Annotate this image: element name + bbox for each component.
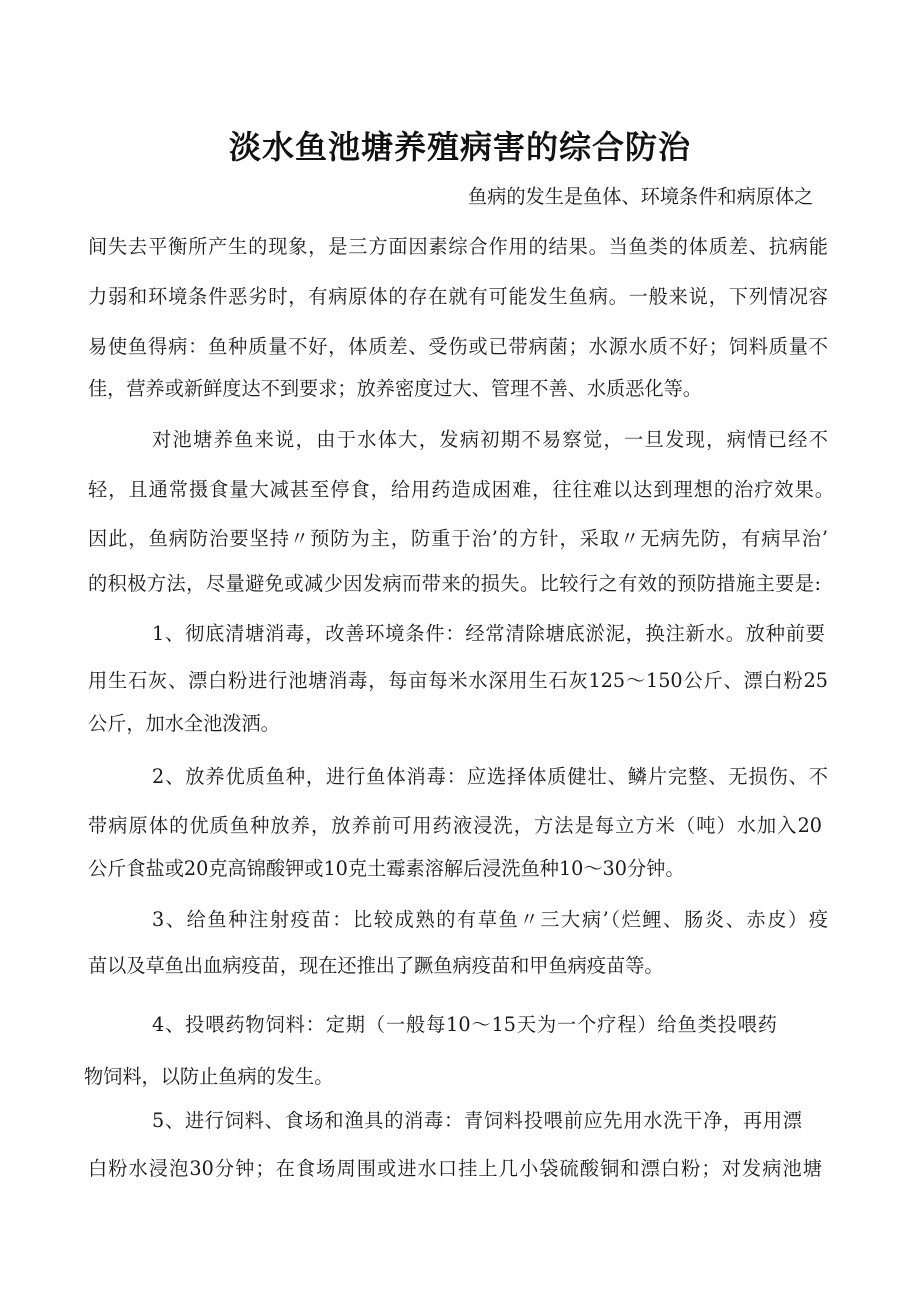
paragraph-line: 对池塘养鱼来说，由于水体大，发病初期不易察觉，一旦发现，病情已经不 xyxy=(152,428,828,451)
paragraph-line: 4、投喂药物饲料：定期（一般每10～15天为一个疗程）给鱼类投喂药 xyxy=(152,1013,777,1036)
paragraph-line: 鱼病的发生是鱼体、环境条件和病原体之 xyxy=(468,185,814,208)
paragraph-line: 公斤，加水全池泼洒。 xyxy=(88,712,280,735)
paragraph-line: 的积极方法，尽量避免或减少因发病而带来的损失。比较行之有效的预防措施主要是: xyxy=(88,572,821,595)
paragraph-line: 2、放养优质鱼种，进行鱼体消毒：应选择体质健壮、鳞片完整、无损伤、不 xyxy=(152,765,828,788)
paragraph-line: 佳，营养或新鲜度达不到要求；放养密度过大、管理不善、水质恶化等。 xyxy=(88,377,702,400)
paragraph-line: 力弱和环境条件恶劣时，有病原体的存在就有可能发生鱼病。一般来说，下列情况容 xyxy=(88,285,828,308)
paragraph-line: 苗以及草鱼出血病疫苗，现在还推出了蹶鱼病疫苗和甲鱼病疫苗等。 xyxy=(88,954,664,977)
paragraph-line: 易使鱼得病：鱼种质量不好，体质差、受伤或已带病菌；水源水质不好；饲料质量不 xyxy=(88,335,828,358)
paragraph-line: 带病原体的优质鱼种放养，放养前可用药液浸洗，方法是每立方米（吨）水加入20 xyxy=(88,814,822,837)
paragraph-line: 白粉水浸泡30分钟；在食场周围或进水口挂上几小袋硫酸铜和漂白粉；对发病池塘 xyxy=(88,1157,822,1180)
paragraph-line: 轻，且通常摄食量大减甚至停食，给用药造成困难，往往难以达到理想的治疗效果。 xyxy=(88,478,834,501)
paragraph-line: 1、彻底清塘消毒，改善环境条件：经常清除塘底淤泥，换注新水。放种前要 xyxy=(152,622,825,645)
document-title: 淡水鱼池塘养殖病害的综合防治 xyxy=(228,128,691,166)
paragraph-line: 因此，鱼病防治要坚持〃预防为主，防重于治’的方针，采取〃无病先防，有病早治’ xyxy=(88,527,828,550)
paragraph-line: 3、给鱼种注射疫苗：比较成熟的有草鱼〃三大病’（烂鲤、肠炎、赤皮）疫 xyxy=(152,908,828,931)
paragraph-line: 间失去平衡所产生的现象，是三方面因素综合作用的结果。当鱼类的体质差、抗病能 xyxy=(88,235,828,258)
paragraph-line: 公斤食盐或20克高锦酸钾或10克土霉素溶解后浸洗鱼种10～30分钟。 xyxy=(88,857,685,880)
paragraph-line: 物饲料，以防止鱼病的发生。 xyxy=(84,1065,334,1088)
paragraph-line: 用生石灰、漂白粉进行池塘消毒，每亩每米水深用生石灰125～150公斤、漂白粉25 xyxy=(88,669,828,692)
paragraph-line: 5、进行饲料、食场和渔具的消毒：青饲料投喂前应先用水洗干净，再用漂 xyxy=(152,1109,802,1132)
